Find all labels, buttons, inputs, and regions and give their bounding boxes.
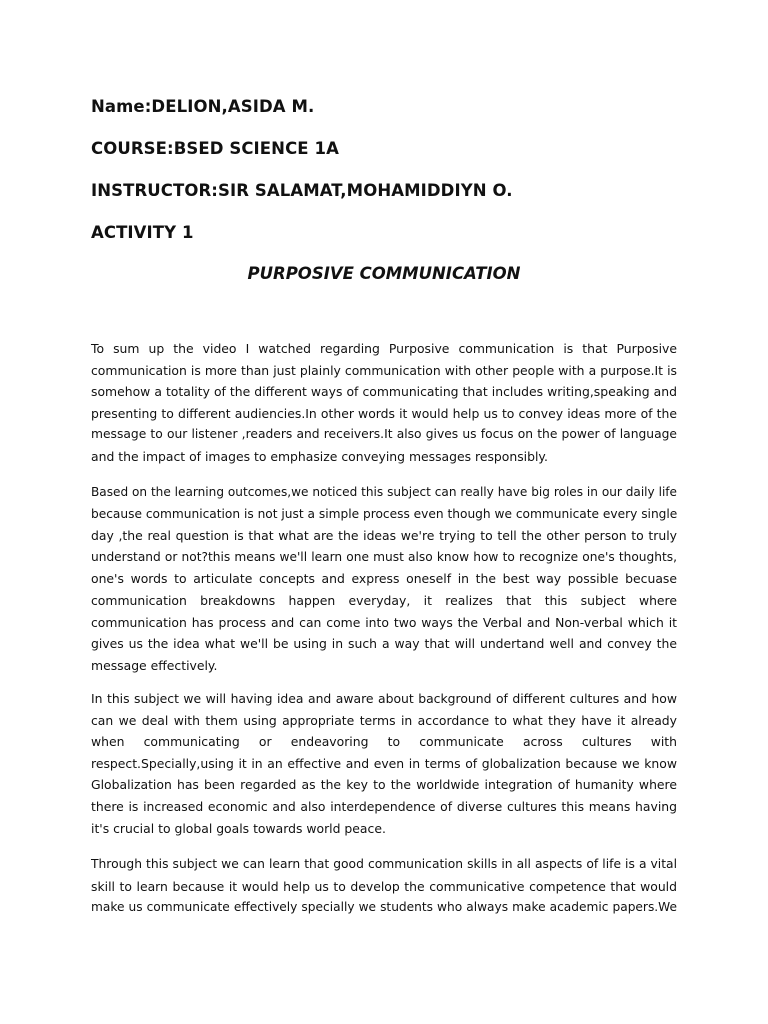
paragraph-line: gives us the idea what we'll be using in such a way that will undertand well and convey the <box>91 636 677 652</box>
paragraph-1 <box>91 338 677 468</box>
paragraph-2 <box>91 482 677 676</box>
paragraph-line: communication is more than just plainly communication with other people with a purpose.It is <box>91 362 677 378</box>
paragraph-3 <box>91 688 677 839</box>
paragraph-line: when communicating or endeavoring to communicate across cultures with <box>91 734 677 750</box>
paragraph-line: understand or not?this means we'll learn one must also know how to recognize one's thoughts, <box>91 549 677 564</box>
paragraph-line: one's words to articulate concepts and express oneself in the best way possible becuase <box>91 571 677 587</box>
paragraph-line: message to our listener ,readers and receivers.It also gives us focus on the power of language <box>91 427 677 442</box>
paragraph-line: because communication is not just a simple process even though we communicate every single <box>91 506 678 521</box>
paragraph-line: Globalization has been regarded as the key to the worldwide integration of humanity where <box>91 777 677 793</box>
paragraph-line: make us communicate effectively specially we students who always make academic papers.We <box>91 900 677 915</box>
paragraph-4 <box>91 854 677 919</box>
paragraph-line: somehow a totality of the different ways of communicating that includes writing,speaking and <box>91 384 677 400</box>
paragraph-line: Through this subject we can learn that good communication skills in all aspects of life is a vital <box>91 857 677 871</box>
paragraph-line: day ,the real question is that what are the ideas we're trying to tell the other person to truly <box>91 528 677 544</box>
paragraph-line: respect.Specially,using it in an effective and even in terms of globalization because we know <box>91 755 677 771</box>
paragraph-line: it's crucial to global goals towards world peace. <box>91 820 386 836</box>
paragraph-line: message effectively. <box>91 657 218 673</box>
paragraph-line: there is increased economic and also interdependence of diverse cultures this means having <box>91 798 677 814</box>
paragraph-line: can we deal with them using appropriate terms in accordance to what they have it already <box>91 712 677 728</box>
paragraph-line: presenting to different audiencies.In other words it would help us to convey ideas more of the <box>91 405 677 421</box>
instructor-line: INSTRUCTOR:SIR SALAMAT,MOHAMIDDIYN O. <box>91 181 513 200</box>
paragraph-line: skill to learn because it would help us to develop the communicative competence that would <box>91 878 677 894</box>
paragraph-line: and the impact of images to emphasize conveying messages responsibly. <box>91 448 548 464</box>
activity-label: ACTIVITY 1 <box>91 223 194 242</box>
paragraph-line: communication has process and can come into two ways the Verbal and Non-verbal which it <box>91 614 677 630</box>
paragraph-line: To sum up the video I watched regarding Purposive communication is that Purposive <box>91 341 677 356</box>
student-name: Name:DELION,ASIDA M. <box>91 97 315 116</box>
paragraph-line: Based on the learning outcomes,we noticed this subject can really have big roles in our daily life <box>91 485 677 499</box>
paragraph-line: In this subject we will having idea and aware about background of different cultures and how <box>91 691 677 706</box>
paragraph-line: communication breakdowns happen everyday, it realizes that this subject where <box>91 592 677 608</box>
document-title: PURPOSIVE COMMUNICATION <box>247 264 521 283</box>
course-line: COURSE:BSED SCIENCE 1A <box>91 139 339 158</box>
